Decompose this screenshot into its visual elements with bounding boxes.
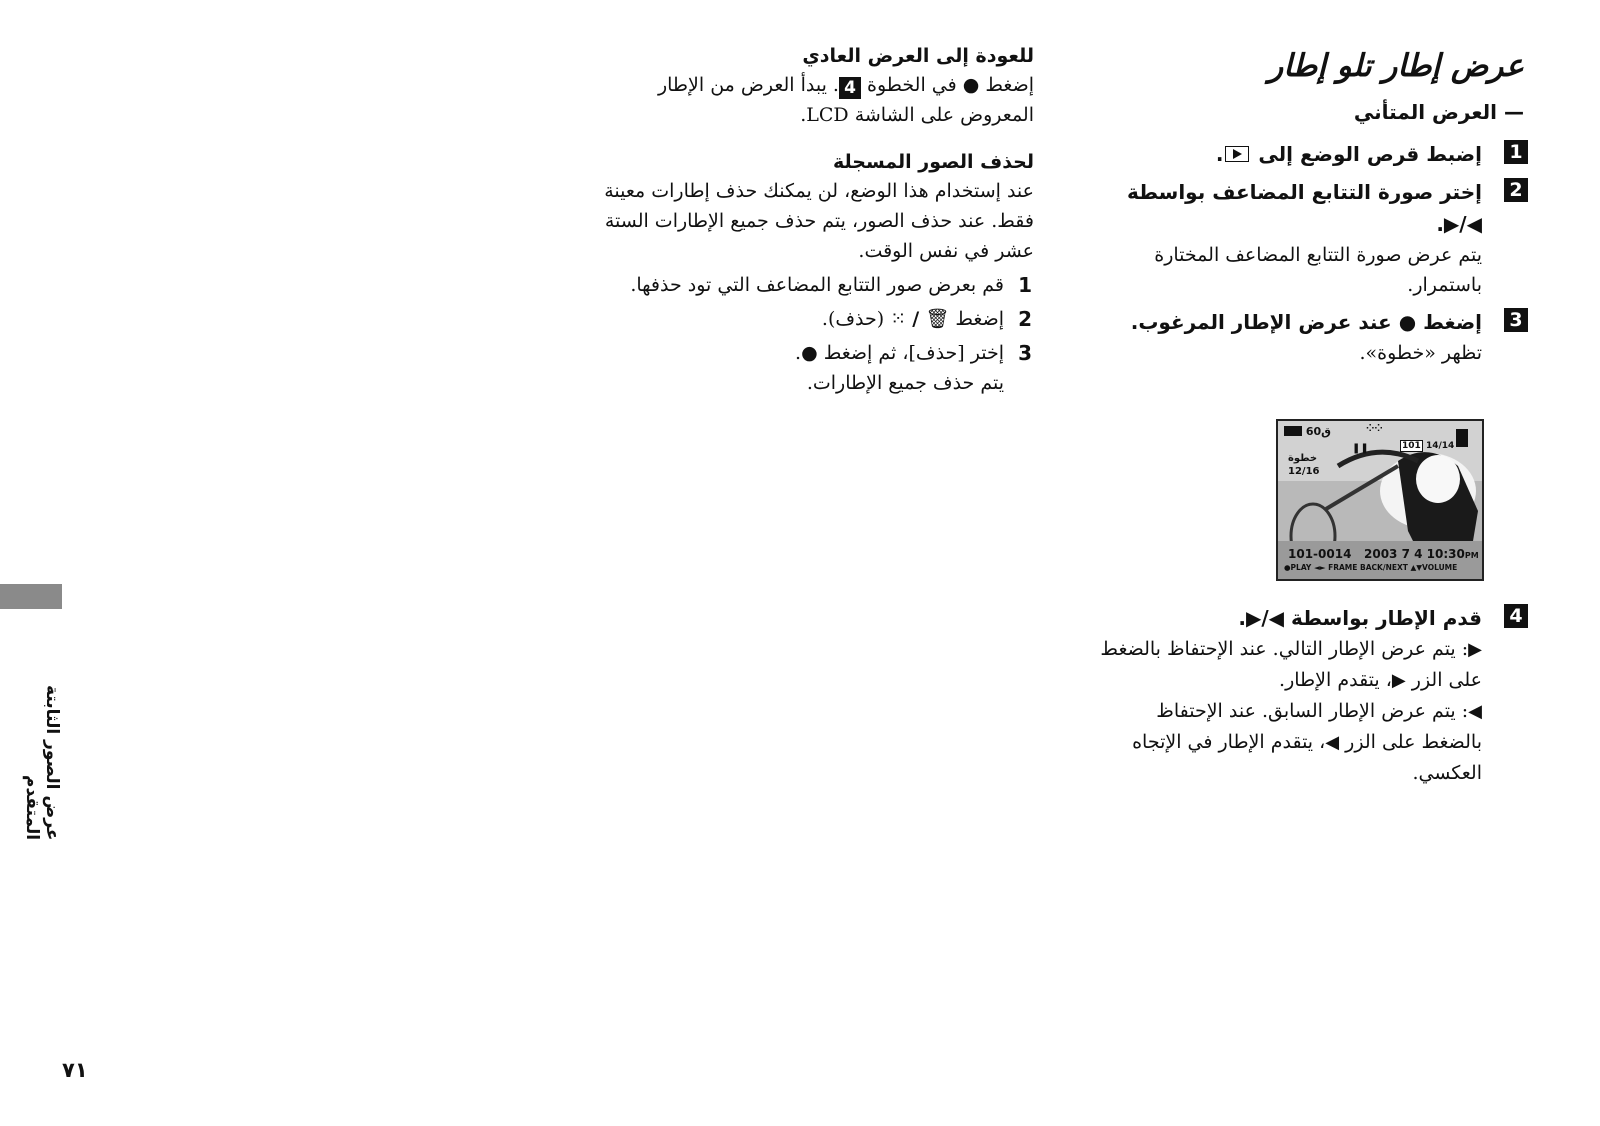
center-button-icon: ● bbox=[1398, 310, 1417, 334]
step-3: 3 إضغط ● عند عرض الإطار المرغوب. تظهر «خطوة». bbox=[1100, 306, 1530, 368]
left-column bbox=[600, 42, 1034, 398]
section-delete-body: عند إستخدام هذا الوضع، لن يمكنك حذف إطارات معينة فقط. عند حذف الصور، يتم حذف جميع الإطارات الستة عشر في نفس الوقت. bbox=[604, 180, 1034, 262]
lcd-guide: ●PLAY ◄► FRAME BACK/NEXT ▲▼VOLUME bbox=[1284, 563, 1458, 572]
step-2-head: إختر صورة التتابع المضاعف بواسطة ◀/▶. bbox=[1127, 180, 1482, 236]
step-3-number: 3 bbox=[1504, 308, 1528, 332]
right-arrow-icon: ▶ bbox=[1468, 639, 1482, 660]
step-4-head: قدم الإطار بواسطة ◀/▶. bbox=[1238, 606, 1482, 630]
lcd-step-count: 12/16 bbox=[1288, 466, 1320, 477]
right-column bbox=[1100, 40, 1530, 794]
page-number: ٧١ bbox=[62, 1058, 88, 1082]
section-normal-display-body: إضغط ● في الخطوة 4. يبدأ العرض من الإطار المعروض على الشاشة LCD. bbox=[657, 74, 1034, 126]
step-1-text: إضبط قرص الوضع إلى bbox=[1258, 142, 1482, 166]
lcd-screen-illustration bbox=[1276, 419, 1484, 581]
step-1: 1 إضبط قرص الوضع إلى . bbox=[1100, 138, 1530, 170]
left-arrow-icon: ◀ bbox=[1325, 732, 1340, 753]
step-ref-box: 4 bbox=[839, 77, 861, 99]
step-2-number: 2 bbox=[1504, 178, 1528, 202]
step-4: 4 قدم الإطار بواسطة ◀/▶. ▶: يتم عرض الإطار التالي. عند الإحتفاظ بالضغط على الزر ▶، يتقدم الإطار. ◀: يتم عرض الإطار السابق. عند الإحتفاظ بالضغط على الزر ◀، يتقدم الإطار في الإتجاه العكسي. bbox=[1100, 602, 1530, 788]
lcd-counter: 14/14 bbox=[1425, 441, 1455, 451]
side-section-label: عرض الصور الثابتة المتقدم bbox=[22, 684, 62, 840]
center-button-icon: ● bbox=[962, 74, 980, 96]
delete-item-2: 2 إضغط 🗑 / ⁙ (حذف). bbox=[821, 307, 1032, 331]
delete-item-3: 3 إختر [حذف]، ثم إضغط ●. يتم حذف جميع الإطارات. bbox=[795, 341, 1032, 394]
step-4-number: 4 bbox=[1504, 604, 1528, 628]
multi-burst-icon: ⁘⁘ bbox=[1366, 423, 1383, 434]
lcd-file-number: 101-0014 bbox=[1288, 547, 1352, 561]
lcd-datetime: 2003 7 4 10:30 bbox=[1364, 547, 1465, 561]
page-title: عرض إطار تلو إطار bbox=[1268, 48, 1524, 84]
step-2-body: يتم عرض صورة التتابع المضاعف المختارة باستمرار. bbox=[1154, 244, 1482, 296]
center-button-icon: ● bbox=[801, 342, 818, 364]
step-2 bbox=[1100, 176, 1530, 300]
section-normal-display-heading: للعودة إلى العرض العادي bbox=[802, 45, 1034, 67]
lcd-step-label: خطوة bbox=[1288, 453, 1318, 464]
section-delete-heading: لحذف الصور المسجلة bbox=[832, 151, 1034, 173]
lcd-remaining: 60ق bbox=[1305, 425, 1331, 438]
playback-mode-icon bbox=[1225, 146, 1249, 162]
battery-icon bbox=[1284, 426, 1302, 436]
subtitle: — العرض المتأني bbox=[1353, 100, 1524, 124]
card-icon bbox=[1456, 429, 1468, 447]
left-arrow-icon: ◀ bbox=[1468, 701, 1482, 722]
delete-item-1: 1 قم بعرض صور التتابع المضاعف التي تود حذفها. bbox=[630, 273, 1032, 297]
side-tab-marker bbox=[0, 584, 62, 609]
step-1-number: 1 bbox=[1504, 140, 1528, 164]
index-grid-icon: ⁙ bbox=[890, 308, 907, 330]
trash-icon: 🗑 bbox=[925, 308, 950, 330]
right-arrow-icon: ▶ bbox=[1391, 670, 1406, 691]
lcd-pm: PM bbox=[1464, 551, 1479, 560]
lcd-folder: 101 bbox=[1402, 441, 1421, 451]
pause-icon: ❚❚ bbox=[1352, 443, 1369, 454]
step-3-body: تظهر «خطوة». bbox=[1359, 342, 1482, 364]
